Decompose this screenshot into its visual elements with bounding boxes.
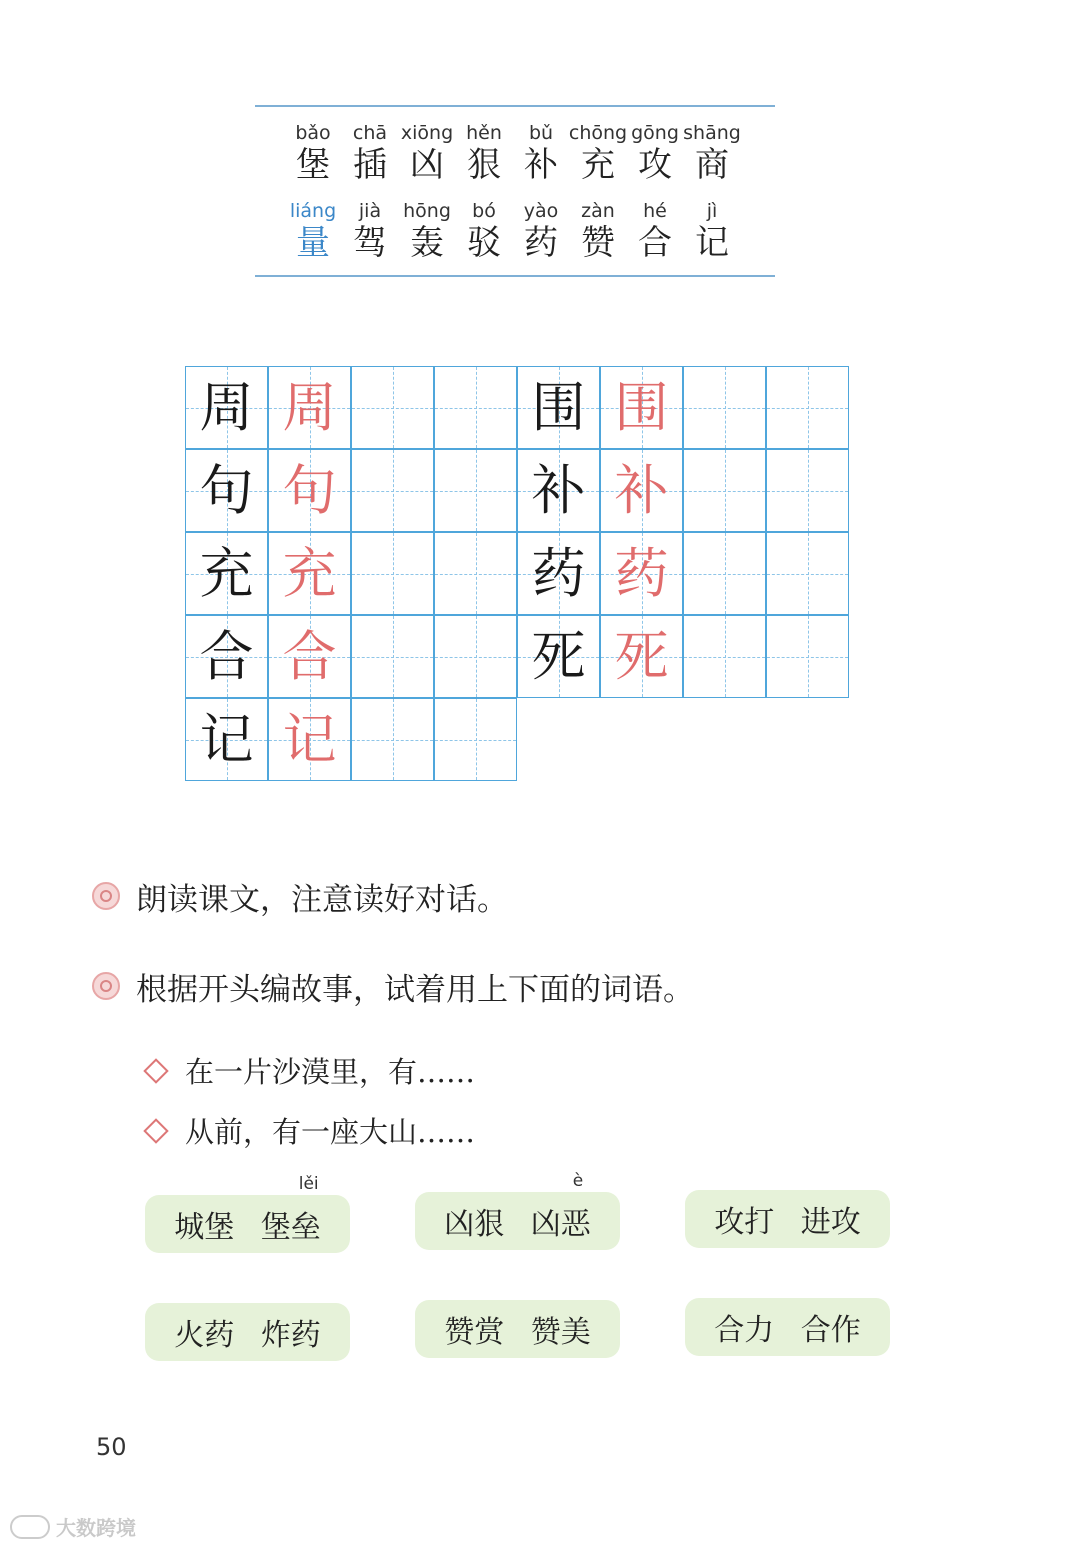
vocab-item: chōng 充 [568,122,628,185]
model-character: 句 [199,458,254,522]
grid-cell [351,532,434,615]
grid-cell [268,449,351,532]
vocab-item: jià 驾 [353,200,387,263]
word: 合作 [800,1313,861,1348]
vocab-item: bǎo 堡 [295,122,331,185]
grid-cell [434,615,517,698]
watermark-text: 大数跨境 [56,1516,136,1540]
grid-cell [600,532,683,615]
word: 进攻 [800,1205,861,1240]
vocab-bottom-rule [255,275,775,277]
word: 炸药 [260,1318,321,1353]
grid-cell [683,449,766,532]
trace-character: 周 [282,375,337,439]
exercise-bullet-icon [92,882,120,910]
model-character: 合 [199,624,254,688]
model-character: 周 [199,375,254,439]
trace-character: 围 [614,375,669,439]
vocab-item: bǔ 补 [524,122,558,185]
word: 赞赏 [444,1315,505,1350]
grid-cell [517,532,600,615]
pinyin-annotation: lěi [298,1174,319,1194]
grid-cell [185,366,268,449]
vocab-item: jì 记 [695,200,729,263]
grid-cell [185,615,268,698]
word-chip [685,1190,890,1248]
diamond-icon [143,1118,168,1143]
grid-cell [268,532,351,615]
vocab-item: yào 药 [523,200,559,263]
word: 赞美 [530,1315,591,1350]
word: 火药 [174,1318,235,1353]
model-character: 补 [531,458,586,522]
story-prompt [143,1110,475,1151]
word-chip [685,1298,890,1356]
word: 攻打 [714,1205,775,1240]
trace-character: 句 [282,458,337,522]
exercise-text: 根据开头编故事，试着用上下面的词语。 [136,971,694,1008]
grid-cell [600,449,683,532]
word: 合力 [714,1313,775,1348]
grid-cell [268,615,351,698]
trace-character: 药 [614,541,669,605]
trace-character: 补 [614,458,669,522]
grid-cell [434,698,517,781]
vocab-item: zàn 赞 [581,200,615,263]
grid-cell [185,532,268,615]
word: lěi 堡垒 [260,1174,321,1245]
word-chip [415,1300,620,1358]
vocab-item: hěn 狠 [466,122,502,185]
grid-cell [766,615,849,698]
page-number: 50 [96,1433,127,1461]
model-character: 死 [531,624,586,688]
exercise-bullet-icon [92,972,120,1000]
word-chip [145,1174,350,1253]
exercise-2 [92,966,694,1006]
vocab-item: chā 插 [352,122,388,185]
word-chip [415,1171,620,1250]
grid-cell [683,532,766,615]
vocab-item: gōng 攻 [631,122,679,185]
grid-cell [766,532,849,615]
word: è 凶恶 [530,1171,591,1242]
story-prompt-text: 在一片沙漠里，有…… [185,1055,476,1089]
grid-cell [766,449,849,532]
story-prompt [143,1050,475,1091]
grid-cell [434,532,517,615]
trace-character: 死 [614,624,669,688]
word: 凶狠 [444,1207,505,1242]
grid-cell [434,449,517,532]
grid-cell [351,698,434,781]
diamond-icon [143,1058,168,1083]
trace-character: 记 [282,707,337,771]
model-character: 充 [199,541,254,605]
trace-character: 充 [282,541,337,605]
grid-cell [185,698,268,781]
word: 城堡 [174,1210,235,1245]
grid-cell [600,366,683,449]
exercise-text: 朗读课文，注意读好对话。 [136,881,508,918]
vocab-item: bó 驳 [467,200,501,263]
trace-character: 合 [282,624,337,688]
vocab-item: xiōng 凶 [400,122,454,185]
grid-cell [434,366,517,449]
model-character: 记 [199,707,254,771]
grid-cell [268,366,351,449]
grid-cell [683,366,766,449]
vocab-item: shāng 商 [683,122,741,185]
watermark-logo-icon [10,1515,50,1539]
grid-cell [517,449,600,532]
model-character: 围 [531,375,586,439]
vocab-box [255,105,775,277]
grid-cell [766,366,849,449]
story-prompt-text: 从前，有一座大山…… [185,1115,476,1149]
grid-cell [683,615,766,698]
grid-cell [268,698,351,781]
watermark [10,1512,136,1541]
vocab-item: hōng 轰 [403,200,451,263]
grid-cell [351,366,434,449]
grid-cell [600,615,683,698]
vocab-item: hé 合 [638,200,672,263]
model-character: 药 [531,541,586,605]
vocab-top-rule [255,105,775,107]
vocab-item-highlighted: liáng 量 [289,200,337,263]
pinyin-annotation: è [572,1171,584,1191]
exercise-1 [92,876,508,916]
grid-cell [185,449,268,532]
word-chip [145,1303,350,1361]
grid-cell [351,615,434,698]
grid-cell [517,366,600,449]
grid-cell [517,615,600,698]
grid-cell [351,449,434,532]
